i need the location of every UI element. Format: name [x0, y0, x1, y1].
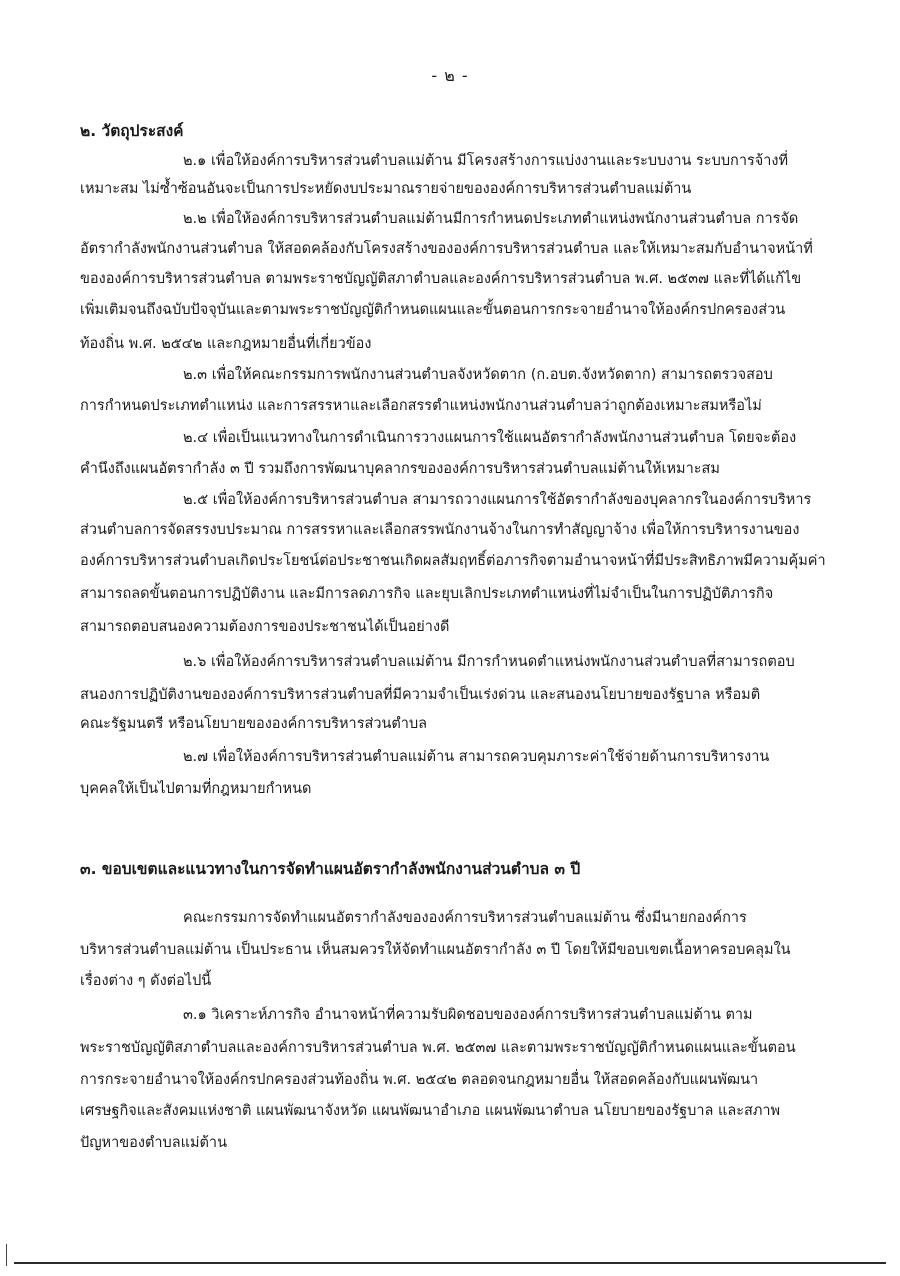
paragraph-line: สามารถตอบสนองความต้องการของประชาชนได้เป็นอย่างดี [80, 619, 450, 635]
paragraph-line: ๒.๖ เพื่อให้องค์การบริหารส่วนตำบลแม่ต้าน มีการกำหนดตำแหน่งพนักงานส่วนตำบลที่สามารถตอบ [183, 654, 795, 670]
paragraph-line: คณะกรรมการจัดทำแผนอัตรากำลังขององค์การบริหารส่วนตำบลแม่ต้าน ซึ่งมีนายกองค์การ [183, 910, 747, 926]
section-3-heading: ๓. ขอบเขตและแนวทางในการจัดทำแผนอัตรากำลังพนักงานส่วนตำบล ๓ ปี [80, 860, 581, 878]
paragraph-line: ๒.๓ เพื่อให้คณะกรรมการพนักงานส่วนตำบลจังหวัดตาก (ก.อบต.จังหวัดตาก) สามารถตรวจสอบ [183, 367, 773, 383]
paragraph-line: สามารถลดขั้นตอนการปฏิบัติงาน และมีการลดภารกิจ และยุบเลิกประเภทตำแหน่งที่ไม่จำเป็นในการปฏิบัติภารกิจ [80, 586, 774, 602]
scan-edge-mark [6, 1244, 7, 1266]
section-2-heading: ๒. วัตถุประสงค์ [80, 122, 184, 140]
paragraph-line: ๒.๗ เพื่อให้องค์การบริหารส่วนตำบลแม่ต้าน สามารถควบคุมภาระค่าใช้จ่ายด้านการบริหารงาน [183, 749, 770, 765]
paragraph-line: เรื่องต่าง ๆ ดังต่อไปนี้ [80, 973, 212, 989]
paragraph-line: บริหารส่วนตำบลแม่ต้าน เป็นประธาน เห็นสมควรให้จัดทำแผนอัตรากำลัง ๓ ปี โดยให้มีขอบเขตเนื้อหาครอบคลุมใน [80, 942, 791, 958]
scan-bottom-edge [14, 1262, 886, 1264]
paragraph-line: การกระจายอำนาจให้องค์กรปกครองส่วนท้องถิ่น พ.ศ. ๒๕๔๒ ตลอดจนกฎหมายอื่น ให้สอดคล้องกับแผนพัฒนา [80, 1072, 759, 1088]
paragraph-line: ท้องถิ่น พ.ศ. ๒๕๔๒ และกฎหมายอื่นที่เกี่ยวข้อง [80, 336, 372, 352]
paragraph-line: เหมาะสม ไม่ซ้ำซ้อนอันจะเป็นการประหยัดงบประมาณรายจ่ายขององค์การบริหารส่วนตำบลแม่ต้าน [80, 181, 692, 197]
paragraph-line: องค์การบริหารส่วนตำบลเกิดประโยชน์ต่อประชาชนเกิดผลสัมฤทธิ์ต่อภารกิจตามอำนาจหน้าที่มีประสิทธิภาพมีความคุ้มค่า [80, 553, 826, 569]
paragraph-line: ๓.๑ วิเคราะห์ภารกิจ อำนาจหน้าที่ความรับผิดชอบขององค์การบริหารส่วนตำบลแม่ต้าน ตาม [183, 1007, 753, 1023]
paragraph-line: ๒.๒ เพื่อให้องค์การบริหารส่วนตำบลแม่ต้านมีการกำหนดประเภทตำแหน่งพนักงานส่วนตำบล การจัด [183, 211, 799, 227]
paragraph-line: การกำหนดประเภทตำแหน่ง และการสรรหาและเลือกสรรตำแหน่งพนักงานส่วนตำบลว่าถูกต้องเหมาะสมหรือไม่ [80, 398, 762, 414]
paragraph-line: ๒.๕ เพื่อให้องค์การบริหารส่วนตำบล สามารถวางแผนการใช้อัตรากำลังของบุคลากรในองค์การบริหาร [183, 492, 812, 508]
paragraph-line: เศรษฐกิจและสังคมแห่งชาติ แผนพัฒนาจังหวัด แผนพัฒนาอำเภอ แผนพัฒนาตำบล นโยบายของรัฐบาล และสภาพ [80, 1103, 781, 1119]
paragraph-line: คำนึงถึงแผนอัตรากำลัง ๓ ปี รวมถึงการพัฒนาบุคลากรขององค์การบริหารส่วนตำบลแม่ต้านให้เหมาะสม [80, 461, 720, 477]
paragraph-line: พระราชบัญญัติสภาตำบลและองค์การบริหารส่วนตำบล พ.ศ. ๒๕๓๗ และตามพระราชบัญญัติกำหนดแผนและขั้นตอน [80, 1040, 796, 1056]
paragraph-line: ๒.๔ เพื่อเป็นแนวทางในการดำเนินการวางแผนการใช้แผนอัตรากำลังพนักงานส่วนตำบล โดยจะต้อง [183, 430, 797, 446]
paragraph-line: ๒.๑ เพื่อให้องค์การบริหารส่วนตำบลแม่ต้าน มีโครงสร้างการแบ่งงานและระบบงาน ระบบการจ้างที่ [183, 153, 789, 169]
page-number: - ๒ - [431, 66, 469, 85]
paragraph-line: ส่วนตำบลการจัดสรรงบประมาณ การสรรหาและเลือกสรรพนักงานจ้างในการทำสัญญาจ้าง เพื่อให้การบริหารงานของ [80, 522, 800, 538]
paragraph-line: ปัญหาของตำบลแม่ต้าน [80, 1135, 227, 1151]
paragraph-line: สนองการปฏิบัติงานขององค์การบริหารส่วนตำบลที่มีความจำเป็นเร่งด่วน และสนองนโยบายของรัฐบาล หรือมติ [80, 687, 761, 703]
paragraph-line: อัตรากำลังพนักงานส่วนตำบล ให้สอดคล้องกับโครงสร้างขององค์การบริหารส่วนตำบล และให้เหมาะสมกับอำนาจหน้าที่ [80, 241, 813, 257]
paragraph-line: บุคคลให้เป็นไปตามที่กฎหมายกำหนด [80, 781, 312, 797]
paragraph-line: ขององค์การบริหารส่วนตำบล ตามพระราชบัญญัติสภาตำบลและองค์การบริหารส่วนตำบล พ.ศ. ๒๕๓๗ และที่ได้แก้ไข [80, 271, 802, 287]
paragraph-line: คณะรัฐมนตรี หรือนโยบายขององค์การบริหารส่วนตำบล [80, 716, 428, 732]
paragraph-line: เพิ่มเติมจนถึงฉบับปัจจุบันและตามพระราชบัญญัติกำหนดแผนและขั้นตอนการกระจายอำนาจให้องค์กรปกครองส่วน [80, 302, 786, 318]
